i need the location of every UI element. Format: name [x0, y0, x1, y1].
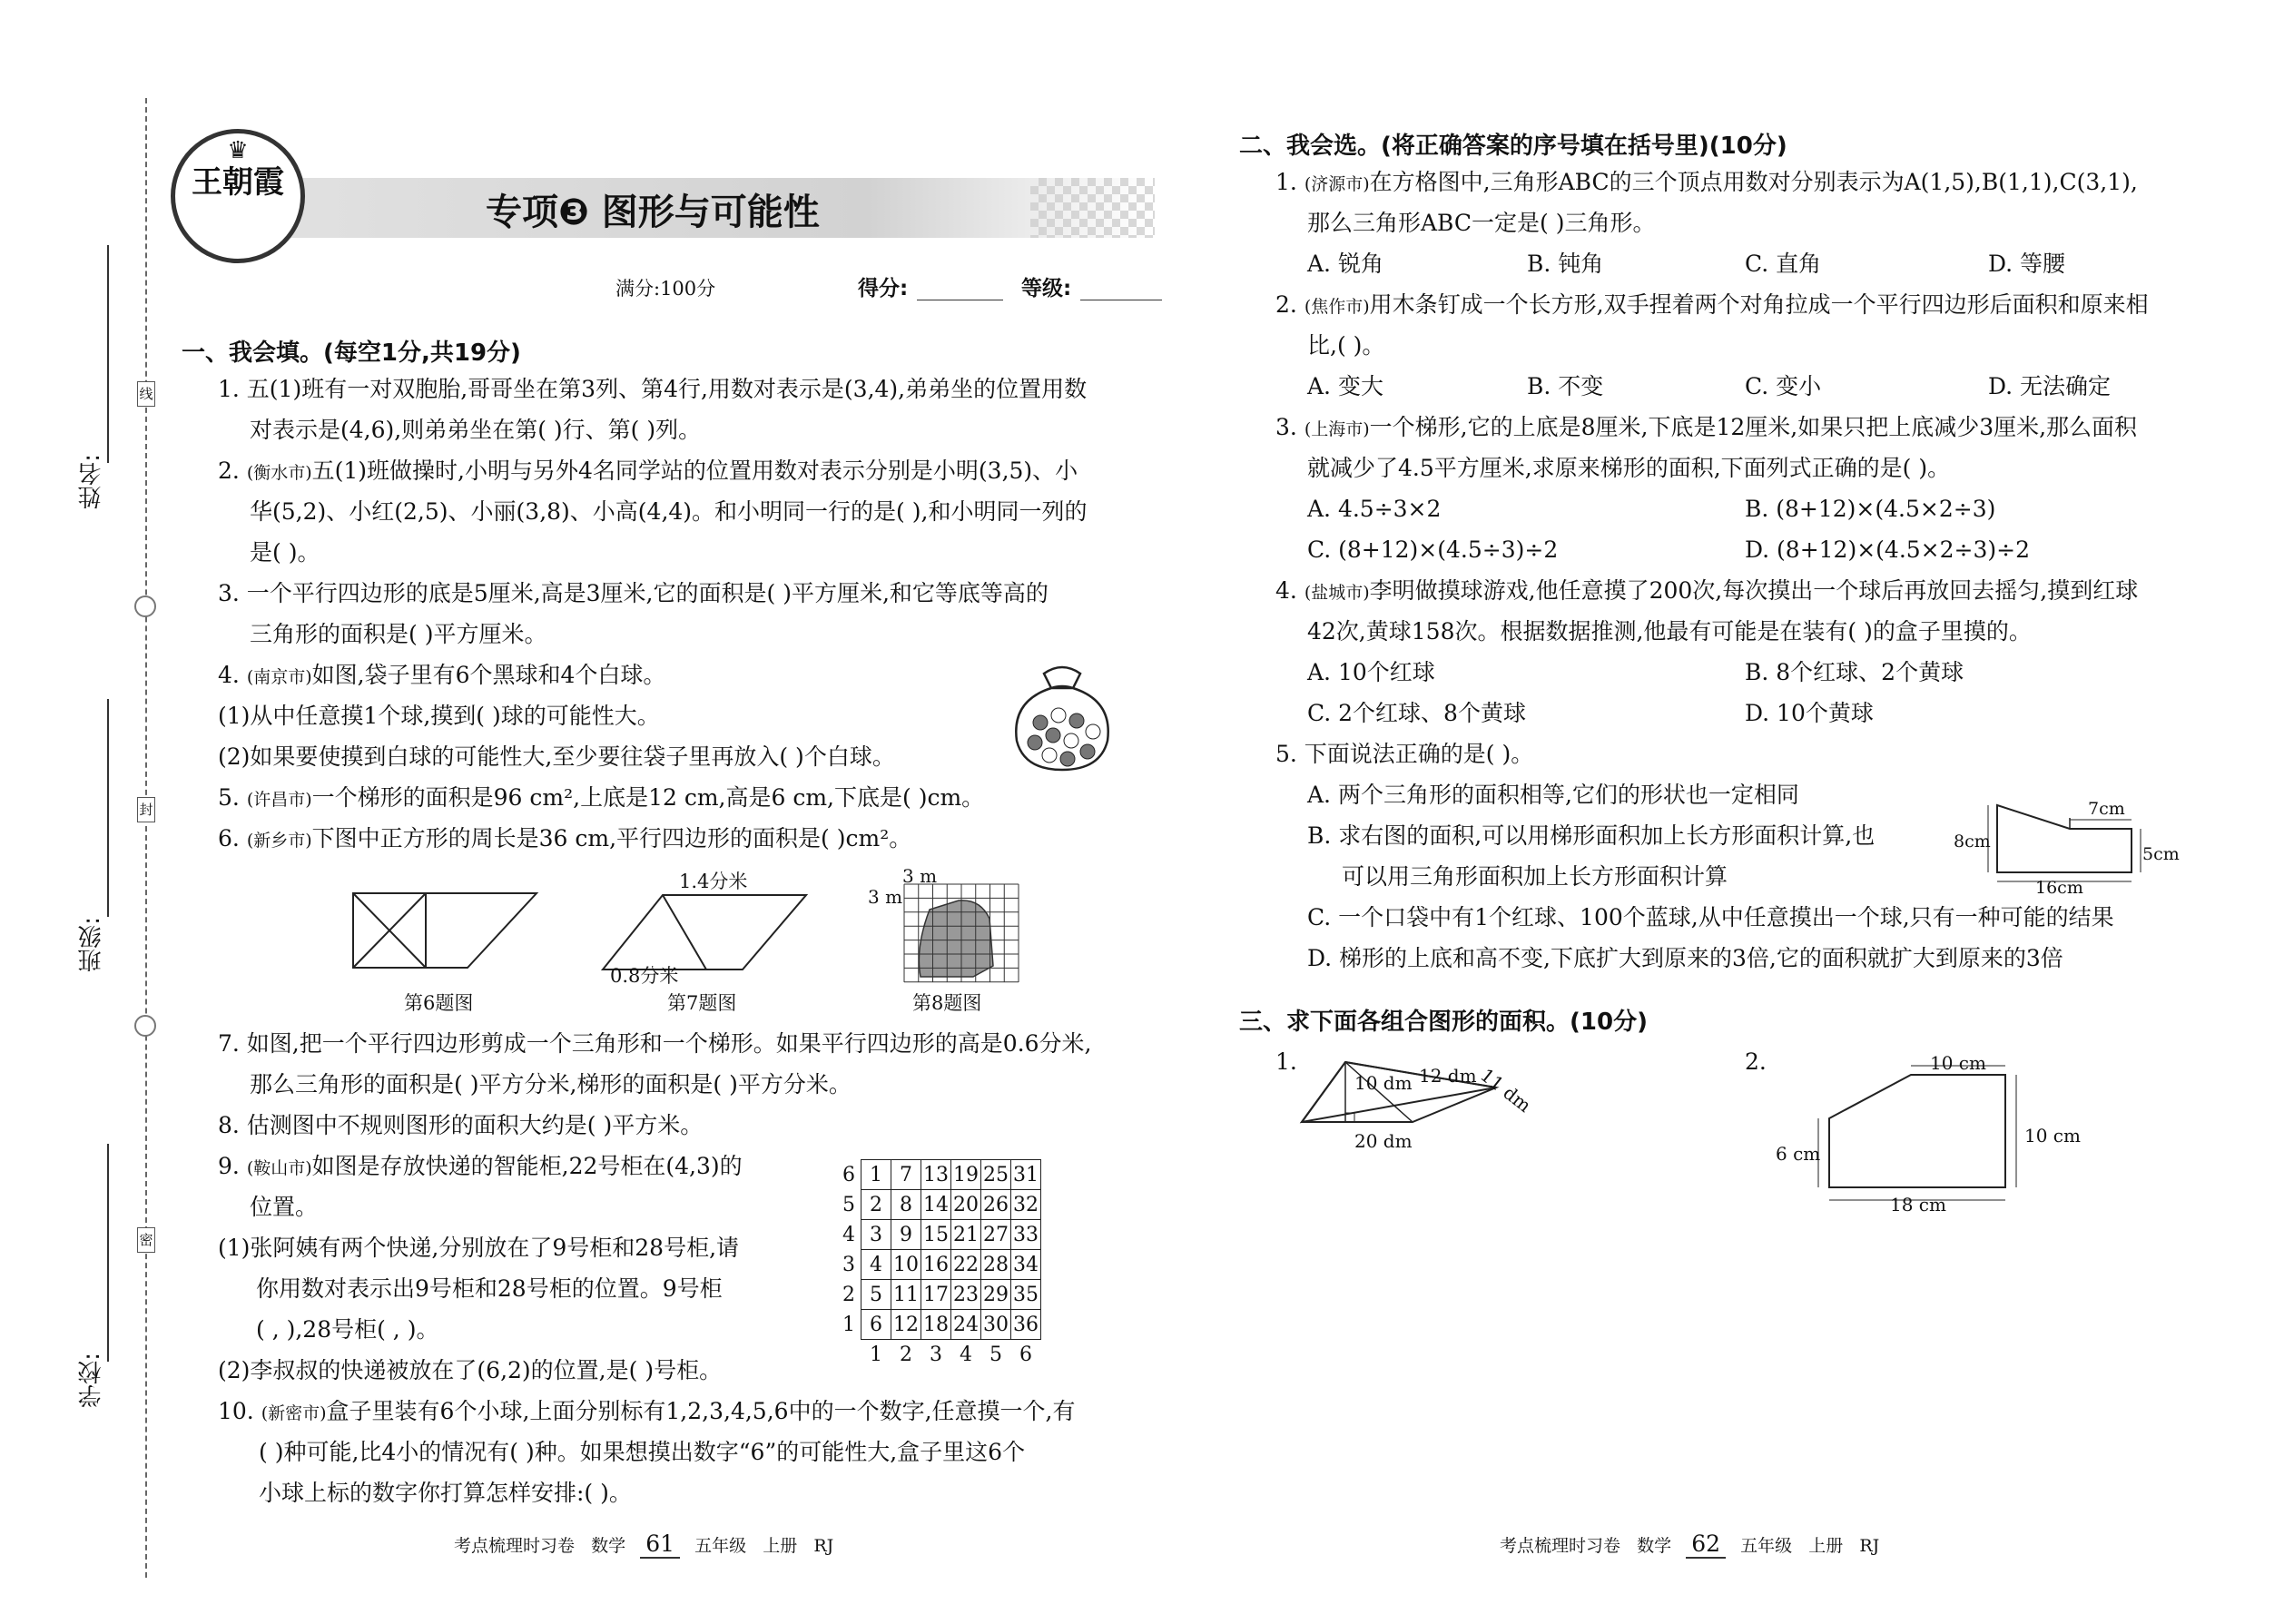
p1-side-b: 11 dm: [1476, 1063, 1536, 1117]
footer-book: 考点梳理时习卷: [454, 1536, 576, 1556]
figure-8-left-label: 3 m: [868, 886, 903, 908]
q5-fig-right: 5cm: [2142, 844, 2180, 864]
school-label: 学校:: [78, 1353, 105, 1408]
footer-term: 上册: [763, 1536, 798, 1556]
locker-cell: 25: [981, 1160, 1011, 1190]
r-q3-opt-d[interactable]: D. (8+12)×(4.5×2÷3)÷2: [1745, 536, 2030, 563]
p2-left: 6 cm: [1776, 1143, 1821, 1165]
row-number-label: 5: [842, 1193, 855, 1216]
q5-text: 一个梯形的面积是96 cm²,上底是12 cm,高是6 cm,下底是( )cm。: [311, 784, 985, 811]
figure-6-caption: 第6题图: [404, 992, 474, 1014]
black-ball: [1080, 744, 1095, 759]
row-number-label: 4: [842, 1223, 855, 1246]
page-title: 专项❸ 图形与可能性: [486, 192, 820, 233]
r-q4-source: (盐城市): [1304, 583, 1370, 603]
locker-cell: 28: [981, 1250, 1011, 1280]
r-q1-opt-b[interactable]: B. 钝角: [1527, 251, 1604, 277]
column-number-label: 3: [930, 1343, 942, 1366]
r-q2-opt-d[interactable]: D. 无法确定: [1988, 373, 2112, 399]
r-q3-source: (上海市): [1304, 419, 1370, 439]
q9-source: (鞍山市): [246, 1158, 312, 1178]
r-q4-opt-c[interactable]: C. 2个红球、8个黄球: [1307, 700, 1526, 726]
q9-line1: 9. (鞍山市)如图是存放快递的智能柜,22号柜在(4,3)的: [218, 1153, 743, 1179]
r-q4-text: 李明做摸球游戏,他任意摸了200次,每次摸出一个球后再放回去摇匀,摸到红球: [1369, 577, 2139, 604]
r-q3-text: 一个梯形,它的上底是8厘米,下底是12厘米,如果只把上底减少3厘米,那么面积: [1369, 414, 2138, 440]
class-line[interactable]: [107, 699, 109, 917]
q5-fig-top: 7cm: [2088, 799, 2125, 819]
q10-text: 盒子里装有6个小球,上面分别标有1,2,3,4,5,6中的一个数字,任意摸一个,有: [326, 1398, 1076, 1424]
q6-line1: 6. (新乡市)下图中正方形的周长是36 cm,平行四边形的面积是( )cm²。: [218, 825, 912, 851]
column-number-label: 1: [870, 1343, 882, 1366]
q1-line1: 1. 五(1)班有一对双胞胎,哥哥坐在第3列、第4行,用数对表示是(3,4),弟弟坐的位置用数: [218, 376, 1088, 402]
figure-7-caption: 第7题图: [667, 992, 737, 1014]
seal-mark-mi: 密: [137, 1227, 155, 1253]
figure-8-grid: [902, 882, 1020, 984]
locker-cell: 26: [981, 1190, 1011, 1220]
figure-7-parallelogram: [599, 891, 810, 973]
r-q1-source: (济源市): [1304, 174, 1370, 194]
locker-cell: 29: [981, 1280, 1011, 1310]
r-q1-opt-a[interactable]: A. 锐角: [1307, 251, 1383, 277]
footer-subject: 数学: [591, 1536, 626, 1556]
class-label: 班级:: [78, 917, 105, 972]
q9-line2: 位置。: [250, 1194, 319, 1220]
locker-cell: 19: [951, 1160, 981, 1190]
figure-7-bottom-label: 0.8分米: [610, 965, 679, 987]
left-footer: [454, 1530, 833, 1559]
white-ball: [1086, 724, 1100, 739]
black-ball: [1060, 752, 1075, 766]
section-3-heading: 三、求下面各组合图形的面积。(10分): [1239, 1009, 1648, 1036]
black-ball: [1028, 735, 1042, 750]
q4-line3: (2)如果要使摸到白球的可能性大,至少要往袋子里再放入( )个白球。: [218, 743, 895, 770]
r-q2-opt-c[interactable]: C. 变小: [1745, 373, 1822, 399]
column-number-row: [837, 1340, 1041, 1370]
ring-hole-icon: [134, 1015, 156, 1037]
locker-row: [837, 1250, 1041, 1280]
r-q4-opt-a[interactable]: A. 10个红球: [1307, 659, 1435, 685]
locker-cell: 18: [921, 1310, 951, 1340]
q9-line4: 你用数对表示出9号柜和28号柜的位置。9号柜: [256, 1275, 723, 1302]
locker-cell: 24: [951, 1310, 981, 1340]
q6-text: 下图中正方形的周长是36 cm,平行四边形的面积是( )cm²。: [311, 825, 912, 851]
q3-line2: 三角形的面积是( )平方厘米。: [250, 621, 547, 647]
problem-1-number: 1.: [1275, 1048, 1297, 1075]
dashed-cut-line: [145, 98, 147, 1578]
p1-base: 20 dm: [1354, 1130, 1413, 1152]
locker-cell: 22: [951, 1250, 981, 1280]
locker-cell: 15: [921, 1220, 951, 1250]
r-q2-text: 用木条钉成一个长方形,双手捏着两个对角拉成一个平行四边形后面积和原来相: [1369, 291, 2149, 318]
locker-cell: 36: [1011, 1310, 1041, 1340]
q7-line1: 7. 如图,把一个平行四边形剪成一个三角形和一个梯形。如果平行四边形的高是0.6分米,: [218, 1030, 1092, 1057]
r-q2-opt-b[interactable]: B. 不变: [1527, 373, 1604, 399]
logo-badge: [171, 129, 305, 263]
locker-cell: 1: [861, 1160, 891, 1190]
q4-line2: (1)从中任意摸1个球,摸到( )球的可能性大。: [218, 703, 660, 729]
p2-bottom: 18 cm: [1890, 1194, 1946, 1216]
banner-checker-pattern: [1030, 178, 1155, 238]
p2-right: 10 cm: [2024, 1125, 2081, 1147]
footer-grade: 五年级: [1740, 1536, 1793, 1556]
figure-8-caption: 第8题图: [912, 992, 982, 1014]
r-q3-opt-a[interactable]: A. 4.5÷3×2: [1307, 496, 1442, 522]
locker-cell: 16: [921, 1250, 951, 1280]
q5-line1: 5. (许昌市)一个梯形的面积是96 cm²,上底是12 cm,高是6 cm,下底是( )cm。: [218, 784, 985, 811]
q5-fig-bottom: 16cm: [2035, 878, 2083, 898]
locker-cell: 27: [981, 1220, 1011, 1250]
q9-line5: ( , ),28号柜( , )。: [256, 1316, 439, 1343]
section-2-heading: 二、我会选。(将正确答案的序号填在括号里)(10分): [1239, 133, 1787, 160]
row-number-label: 6: [842, 1163, 855, 1186]
figure-8-top-label: 3 m: [902, 865, 938, 887]
locker-cell: 8: [891, 1190, 921, 1220]
r-q5-opt-b[interactable]: B. 求右图的面积,可以用梯形面积加上长方形面积计算,也: [1307, 822, 1876, 849]
figure-6-square-parallelogram: [350, 890, 540, 971]
q8-line1: 8. 估测图中不规则图形的面积大约是( )平方米。: [218, 1112, 704, 1138]
name-line[interactable]: [107, 245, 109, 463]
r-q1-text: 在方格图中,三角形ABC的三个顶点用数对分别表示为A(1,5),B(1,1),C(3,1),: [1369, 169, 2138, 195]
problem-2-number: 2.: [1745, 1048, 1767, 1075]
locker-cell: 5: [861, 1280, 891, 1310]
q2-line3: 是( )。: [250, 539, 320, 566]
r-q5-line1: 5. 下面说法正确的是( )。: [1275, 741, 1534, 767]
q5-fig-left: 8cm: [1954, 832, 1991, 851]
q1-line2: 对表示是(4,6),则弟弟坐在第( )行、第( )列。: [250, 417, 702, 443]
locker-row: [837, 1190, 1041, 1220]
white-ball: [1064, 733, 1078, 748]
section-1-heading: 一、我会填。(每空1分,共19分): [182, 340, 521, 367]
ring-hole-icon: [134, 595, 156, 617]
q10-line3: 小球上标的数字你打算怎样安排:( )。: [259, 1480, 632, 1506]
r-q5-opt-a[interactable]: A. 两个三角形的面积相等,它们的形状也一定相同: [1307, 782, 1799, 808]
locker-row: [837, 1310, 1041, 1340]
q9-text: 如图是存放快递的智能柜,22号柜在(4,3)的: [311, 1153, 743, 1179]
r-q4-line2: 42次,黄球158次。根据数据推测,他最有可能是在装有( )的盒子里摸的。: [1307, 618, 2032, 645]
footer-subject: 数学: [1637, 1536, 1672, 1556]
footer-edition: RJ: [1859, 1536, 1880, 1556]
q6-source: (新乡市): [246, 831, 312, 851]
seal-mark-xian: 线: [137, 381, 155, 407]
locker-cell: 11: [891, 1280, 921, 1310]
q10-line1: 10. (新密市)盒子里装有6个小球,上面分别标有1,2,3,4,5,6中的一个数字,任意摸一个,有: [218, 1398, 1076, 1424]
q4-source: (南京市): [246, 667, 312, 687]
r-q5-opt-c[interactable]: C. 一个口袋中有1个红球、100个蓝球,从中任意摸出一个球,只有一种可能的结果: [1307, 904, 2114, 930]
white-ball: [1051, 708, 1066, 723]
q4-line1: 4. (南京市)如图,袋子里有6个黑球和4个白球。: [218, 662, 666, 688]
q9-line6: (2)李叔叔的快递被放在了(6,2)的位置,是( )号柜。: [218, 1357, 723, 1383]
footer-edition: RJ: [813, 1536, 834, 1556]
grade-label: 等级:: [1021, 277, 1072, 300]
r-q5-opt-b-cont: 可以用三角形面积加上长方形面积计算: [1342, 863, 1728, 890]
q2-line2: 华(5,2)、小红(2,5)、小丽(3,8)、小高(4,4)。和小明同一行的是( ),和小明同一列的: [250, 498, 1088, 525]
locker-row: [837, 1160, 1041, 1190]
r-q5-opt-d[interactable]: D. 梯形的上底和高不变,下底扩大到原来的3倍,它的面积就扩大到原来的3倍: [1307, 945, 2063, 971]
r-q1-opt-c[interactable]: C. 直角: [1745, 251, 1822, 277]
black-ball: [1033, 715, 1048, 730]
q3-line1: 3. 一个平行四边形的底是5厘米,高是3厘米,它的面积是( )平方厘米,和它等底等高的: [218, 580, 1049, 606]
row-number-label: 2: [842, 1283, 855, 1306]
locker-cell: 34: [1011, 1250, 1041, 1280]
locker-cell: 3: [861, 1220, 891, 1250]
r-q4-line1: 4. (盐城市)李明做摸球游戏,他任意摸了200次,每次摸出一个球后再放回去摇匀,摸到红球: [1275, 577, 2139, 604]
r-q4-opt-b[interactable]: B. 8个红球、2个黄球: [1745, 659, 1964, 685]
r-q2-opt-a[interactable]: A. 变大: [1307, 373, 1383, 399]
locker-row: [837, 1280, 1041, 1310]
column-number-label: 6: [1019, 1343, 1032, 1366]
locker-grid: [837, 1159, 1041, 1369]
locker-cell: 7: [891, 1160, 921, 1190]
q7-line2: 那么三角形的面积是( )平方分米,梯形的面积是( )平方分米。: [250, 1071, 852, 1097]
name-label: 姓名:: [78, 454, 105, 509]
locker-cell: 21: [951, 1220, 981, 1250]
r-q1-line1: 1. (济源市)在方格图中,三角形ABC的三个顶点用数对分别表示为A(1,5),B(1,1),C(3,1),: [1275, 169, 2138, 195]
figure-7-top-label: 1.4分米: [679, 871, 748, 892]
score-label: 得分:: [858, 277, 909, 300]
locker-cell: 33: [1011, 1220, 1041, 1250]
page-number: 62: [1686, 1530, 1726, 1559]
row-number-label: 1: [842, 1313, 855, 1336]
column-number-label: 2: [900, 1343, 912, 1366]
footer-term: 上册: [1808, 1536, 1844, 1556]
school-line[interactable]: [107, 1144, 109, 1362]
locker-cell: 17: [921, 1280, 951, 1310]
r-q2-line1: 2. (焦作市)用木条钉成一个长方形,双手捏着两个对角拉成一个平行四边形后面积和原来相: [1275, 291, 2149, 318]
locker-cell: 31: [1011, 1160, 1041, 1190]
locker-cell: 32: [1011, 1190, 1041, 1220]
q2-source: (衡水市): [246, 463, 312, 483]
page-number: 61: [640, 1530, 680, 1559]
r-q2-line2: 比,( )。: [1307, 332, 1385, 359]
right-footer: [1500, 1530, 1879, 1559]
locker-cell: 20: [951, 1190, 981, 1220]
r-q1-opt-d[interactable]: D. 等腰: [1988, 251, 2066, 277]
locker-cell: 2: [861, 1190, 891, 1220]
q2-text: 五(1)班做操时,小明与另外4名同学站的位置用数对表示分别是小明(3,5)、小: [311, 458, 1078, 484]
footer-grade: 五年级: [694, 1536, 747, 1556]
p1-side-a: 12 dm: [1419, 1065, 1477, 1087]
column-number-label: 5: [989, 1343, 1002, 1366]
locker-cell: 14: [921, 1190, 951, 1220]
locker-cell: 9: [891, 1220, 921, 1250]
black-ball: [1069, 714, 1084, 728]
p1-height: 10 dm: [1354, 1072, 1413, 1094]
q9-line3: (1)张阿姨有两个快递,分别放在了9号柜和28号柜,请: [218, 1235, 740, 1261]
locker-cell: 4: [861, 1250, 891, 1280]
r-q1-line2: 那么三角形ABC一定是( )三角形。: [1307, 210, 1656, 236]
black-ball: [1046, 728, 1060, 743]
row-number-label: 3: [842, 1253, 855, 1276]
locker-cell: 23: [951, 1280, 981, 1310]
r-q3-line2: 就减少了4.5平方厘米,求原来梯形的面积,下面列式正确的是( )。: [1307, 455, 1951, 481]
logo-text: 王朝霞: [192, 164, 284, 201]
locker-cell: 13: [921, 1160, 951, 1190]
locker-cell: 6: [861, 1310, 891, 1340]
r-q2-source: (焦作市): [1304, 297, 1370, 317]
q10-source: (新密市): [261, 1403, 327, 1423]
r-q3-opt-c[interactable]: C. (8+12)×(4.5÷3)÷2: [1307, 536, 1559, 563]
r-q3-line1: 3. (上海市)一个梯形,它的上底是8厘米,下底是12厘米,如果只把上底减少3厘米,那么面积: [1275, 414, 2138, 440]
r-q4-opt-d[interactable]: D. 10个黄球: [1745, 700, 1874, 726]
r-q3-opt-b[interactable]: B. (8+12)×(4.5×2÷3): [1745, 496, 1996, 522]
locker-cell: 30: [981, 1310, 1011, 1340]
q5-source: (许昌市): [246, 790, 312, 810]
white-ball: [1042, 748, 1057, 763]
locker-cell: 12: [891, 1310, 921, 1340]
locker-cell: 10: [891, 1250, 921, 1280]
full-score: 满分:100分: [615, 278, 716, 300]
seal-mark-feng: 封: [137, 797, 155, 822]
q2-line1: 2. (衡水市)五(1)班做操时,小明与另外4名同学站的位置用数对表示分别是小明(3,5)、小: [218, 458, 1078, 484]
locker-cell: 35: [1011, 1280, 1041, 1310]
footer-book: 考点梳理时习卷: [1500, 1536, 1621, 1556]
ball-bag-figure: [1008, 657, 1117, 775]
column-number-label: 4: [960, 1343, 972, 1366]
q10-line2: ( )种可能,比4小的情况有( )种。如果想摸出数字“6”的可能性大,盒子里这6个: [259, 1439, 1026, 1465]
locker-row: [837, 1220, 1041, 1250]
p2-top: 10 cm: [1930, 1052, 1986, 1074]
q4-text: 如图,袋子里有6个黑球和4个白球。: [311, 662, 666, 688]
crown-icon: ♛: [227, 137, 249, 164]
